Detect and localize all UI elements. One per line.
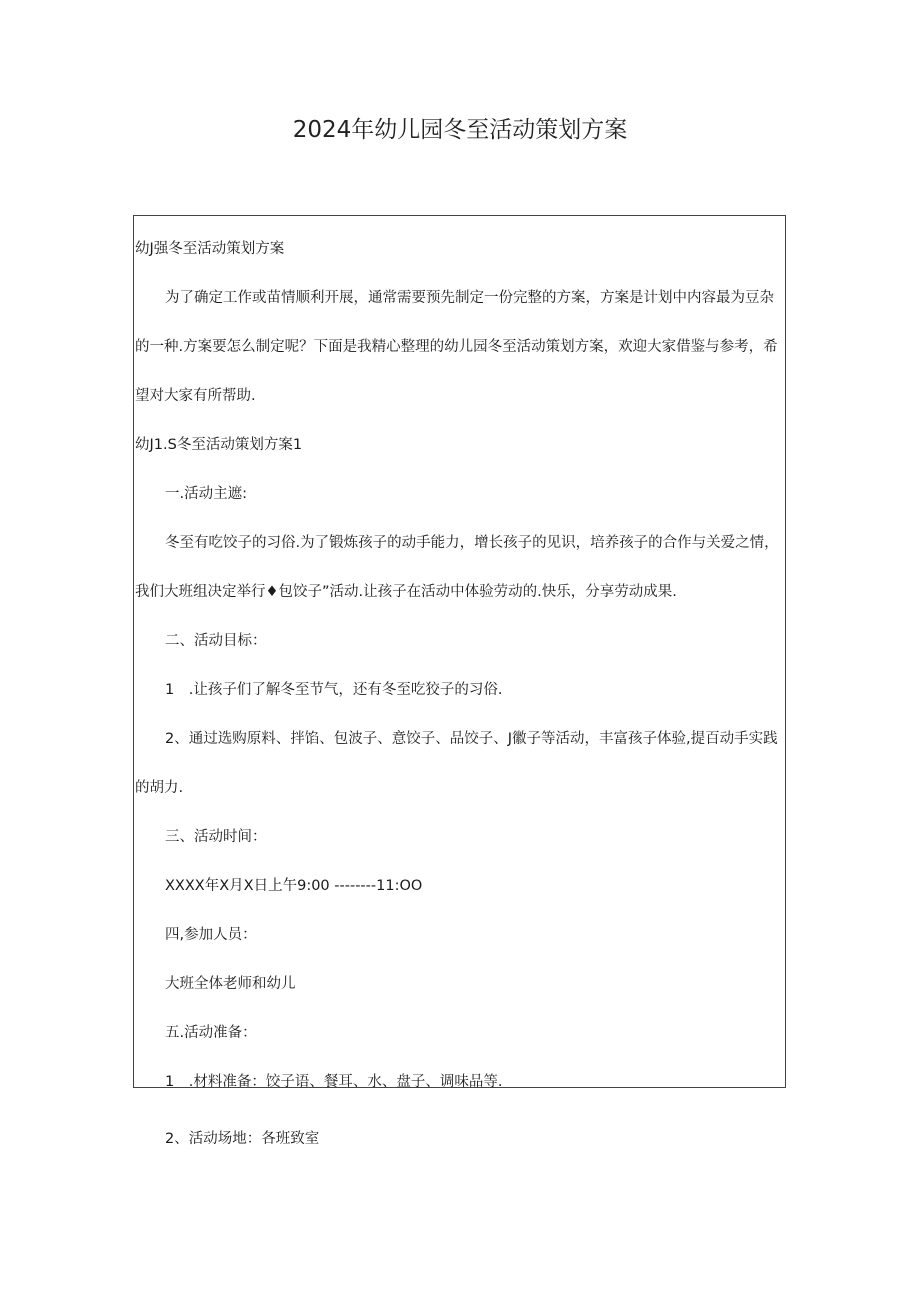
section-heading: 三、活动时间： xyxy=(165,829,267,845)
list-item: 1 .材料准备：饺子语、餐耳、水、盘子、调味品等. xyxy=(165,1074,503,1090)
section-heading: 二、活动目标： xyxy=(165,633,267,649)
time-value: XXXX年X月X日上午9:00 --------11:OO xyxy=(165,878,423,894)
subtitle: 幼J强冬至活动策划方案 xyxy=(135,241,285,257)
section-heading: 幼J1.S冬至活动策划方案1 xyxy=(135,437,303,453)
document-title: 2024年幼儿园冬至活动策划方案 xyxy=(292,117,628,143)
list-item: 2、活动场地：各班致室 xyxy=(165,1131,320,1147)
paragraph-line: 为了确定工作或苗情顺利开展，通常需要预先制定一份完整的方案，方案是计划中内容最为豆杂 xyxy=(165,290,774,306)
list-item: 2、通过选购原料、拌馅、包波子、意饺子、品饺子、J徽子等活动，丰富孩子体验,提百动手实践 xyxy=(165,731,778,747)
paragraph-line: 冬至有吃饺子的习俗.为了锻炼孩子的动手能力，增长孩子的见识，培养孩子的合作与关爱之情， xyxy=(165,535,779,551)
section-heading: 四,参加人员： xyxy=(165,927,257,943)
paragraph-line: 望对大家有所帮助. xyxy=(135,388,256,404)
paragraph-line: 的一种.方案要怎么制定呢？下面是我精心整理的幼儿园冬至活动策划方案，欢迎大家借鉴与参考，希 xyxy=(135,339,778,355)
section-heading: 五.活动准备： xyxy=(165,1025,257,1041)
list-item-continuation: 的胡力. xyxy=(135,780,184,796)
list-item: 1 .让孩子们了解冬至节气，还有冬至吃狡子的习俗. xyxy=(165,682,503,698)
paragraph-line: 我们大班组决定举行♦包饺子”活动.让孩子在活动中体验劳动的.快乐，分享劳动成果. xyxy=(135,584,677,600)
participants-value: 大班全体老师和幼儿 xyxy=(165,976,296,992)
section-heading: 一.活动主遮: xyxy=(165,486,247,502)
